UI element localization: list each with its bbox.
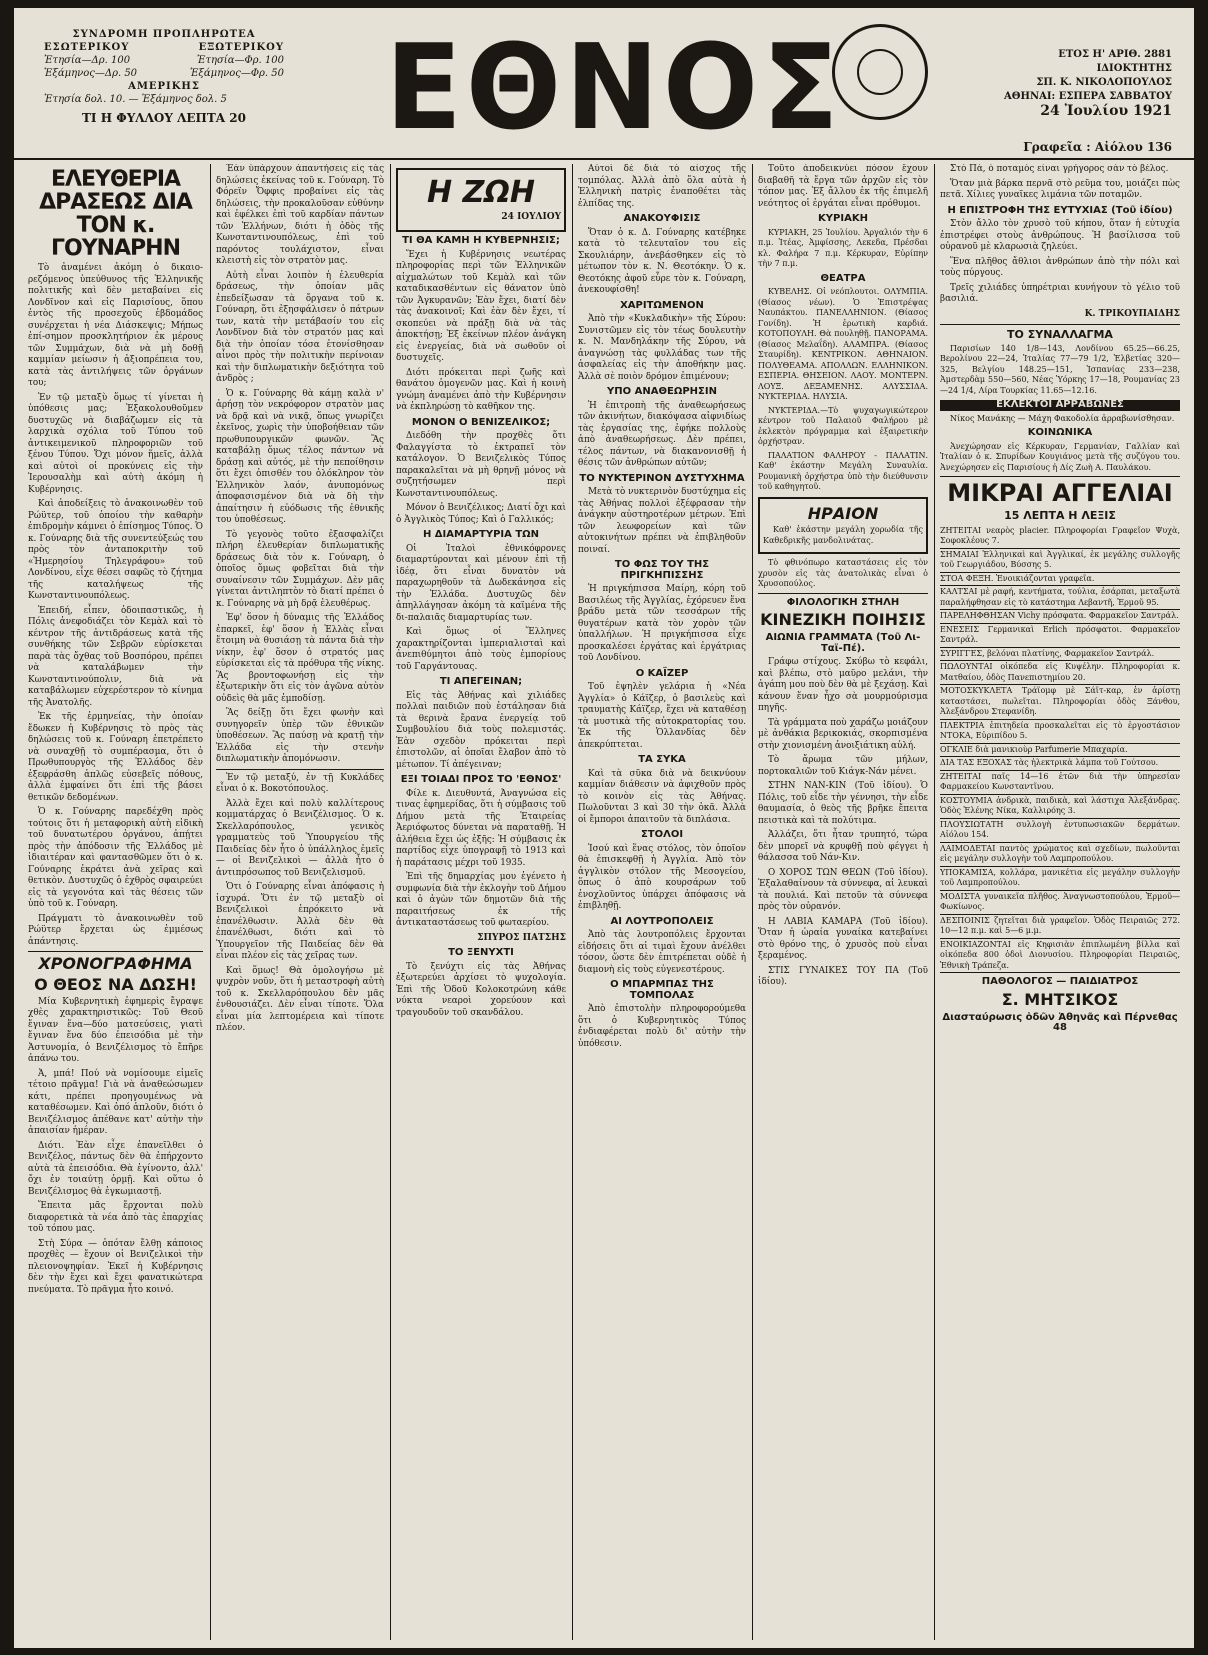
classifieds-list bbox=[940, 525, 1180, 974]
article-paragraph: Αὐτοὶ δὲ διὰ τὸ αἶσχος τῆς τομπόλας. Ἀλλὰ ἀπὸ ὅλα αὐτὰ ἡ Ἑλληνικὴ πατρὶς ἐναποθέτει τὰς ἐλπίδας της. bbox=[578, 164, 746, 209]
classified-ad: ΣΗΜΑΙΑΙ Ἑλληνικαὶ καὶ Ἀγγλικαί, ἐκ μεγάλης συλλογῆς τοῦ Γεωργιάδου, Βύσσης 5. bbox=[940, 549, 1180, 573]
column-3 bbox=[396, 164, 566, 1640]
article-paragraph: Ὁτι ὁ Γούναρης εἶναι ἀπόφασις ἡ ἰσχυρά. Ὅτι ἐν τῷ μεταξὺ οἱ Βενιζελικοὶ ἐπρόκειτο νὰ ἐπανέλθωσιν. Ἀλλὰ δὲν θὰ ἐπανέλθωσι, διότι καὶ τὸ Ὑπουργεῖον τῆς Παιδείας δὲν θὰ εἶναι πλέον εἰς τὰς χεῖρας των. bbox=[216, 882, 384, 961]
classified-ad: ΖΗΤΕΙΤΑΙ παῖς 14—16 ἐτῶν διὰ τὴν ὑπηρεσίαν Φαρμακείου Κωνσταντῖνου. bbox=[940, 771, 1180, 795]
section-heading: ΤΟ ΦΩΣ ΤΟΥ ΤΗΣ ΠΡΙΓΚΗΠΙΣΣΗΣ bbox=[614, 559, 710, 581]
interior-year: Ἐτησία—Δρ. 100 bbox=[44, 55, 131, 66]
nykterida-ad: ΝΥΚΤΕΡΙΔΑ.—Τὸ ψυχαγωγικώτερον κέντρον τοῦ Παλαιοῦ Φαλήρου μὲ ἐκλεκτὸν πρόγραμμα καὶ ἐξαιρετικὴν ὀρχήστραν. bbox=[758, 405, 928, 446]
classified-ad: ΠΛΕΚΤΡΙΑ ἐπιτηδεία προσκαλεῖται εἰς τὸ ἐργοστάσιον ΝΤΟΚΑ, Εὐριπίδου 5. bbox=[940, 720, 1180, 744]
article-paragraph: Ἐπὶ τῆς δημαρχίας μου ἐγένετο ἡ συμφωνία διὰ τὴν ἐκλογὴν τοῦ Δήμου καὶ ὁ ἀγὼν τῶν δημοτῶν διὰ τῆς παραιτήσεως ἐκ τῆς ἀντικαταστάσεως τοῦ φωταερίου. bbox=[396, 872, 566, 928]
article-paragraph: Τοῦ ἐψηλὲν γελάρια ἡ «Νέα Ἀγγλία» ὁ Κάϊζερ, ὁ βασιλεὺς καὶ τραυματὴς Κάϊζερ, ἔχει νὰ καταθέσῃ τὰ μυστικὰ τῆς αὐτοκρατορίας του. Ἐκ τῆς Ὁλλανδίας δὲν ἀπεκρύπτεται. bbox=[578, 682, 746, 750]
iraion-text: Καθ' ἑκάστην μεγάλη χορωδία τῆς Καθεδρικῆς μανδολινάτας. bbox=[763, 525, 923, 545]
chinese-poetry-title: ΚΙΝΕΖΙΚΗ ΠΟΙΗΣΙΣ bbox=[760, 610, 926, 630]
poem-paragraph: Τρεῖς χιλιάδες ὑπηρέτριαι κυνήγουν τὸ γέλιο τοῦ βασιλιά. bbox=[940, 282, 1180, 304]
article-paragraph: Καὶ ἀποδείξεις τὸ ἀνακοινωθὲν τοῦ Ρώϋτερ, τοῦ ὁποίου τὴν καθαρὴν ἐπιδρομὴν κάμνει ὁ ἐπίσημος Τύπος. Ὁ κ. Γούναρης διὰ τῆς συνεντεύξεώς του πρὸς τὸν ἀνταποκριτὴν τοῦ «Ἡμερησίου Τηλεγράφου» τοῦ Λονδίνου, εἶχε θέσει σαφῶς τὸ ζήτημα τῆς καταλήψεως τῆς Κωνσταντινουπόλεως. bbox=[28, 499, 203, 602]
poem-paragraph: Στὸν ἄλλο τὸν χρυσὸ τοῦ κήπου, ὅταν ἡ εὐτυχία ἐπιστρέφει στοὺς ἀνθρώπους. Ἡ βασίλισσα τοῦ οὐρανοῦ μὲ κλαρωσιὰ ζηλεύει. bbox=[940, 219, 1180, 252]
article-paragraph: Αὐτὴ εἶναι λοιπὸν ἡ ἐλευθερία δράσεως, τὴν ὁποίαν μᾶς ἐπεδείξωσαν τὰ ὄργανα τοῦ κ. Γούναρη, ὅτι ἐξησφάλισεν ὁ πάτρων των, κατὰ τὴν μετάβασίν του εἰς Λονδῖνον διὰ τὸν στρατόν μας καὶ διὰ τὴν ὁποίαν τόσα ἐτονίσθησαν αἶνοι πρὸς τὴν πολιτικὴν περίνοιαν καὶ τὴν διπλωματικὴν δεξιότητα τοῦ ἀνδρὸς ; bbox=[216, 270, 384, 384]
article-paragraph: Ἀλλὰ ἔχει καὶ πολὺ καλλίτερους κομματάρχας ὁ Βενιζέλισμος. Ὁ κ. Σκελλαρόπουλος, γενικὸς γραμματεὺς τοῦ Ὑπουργείου τῆς Παιδείας δὲν ἦτο ὁ ὑπάλληλος ἐμεῖς — οἱ Βενιζελικοὶ — ἀλλὰ ἦτο ὁ ἀντιπρόσωπος τοῦ Βενιζελισμοῦ. bbox=[216, 798, 384, 878]
main-headline: ΕΛΕΥΘΕΡΙΑ ΔΡΑΣΕΩΣ ΔΙΑ ΤΟΝ κ. ΓΟΥΝΑΡΗΝ bbox=[39, 167, 192, 262]
article-paragraph: Ἐν τῷ μεταξύ, ἐν τῇ Κυκλάδες εἶναι ὁ κ. Βοκοτόπουλος. bbox=[216, 772, 384, 794]
section-heading: ΜΟΝΟΝ Ο ΒΕΝΙΖΕΛΙΚΟΣ; bbox=[411, 416, 551, 428]
article-paragraph: Ἐν τῷ μεταξὺ ὅμως τί γίνεται ἡ ὑπόθεσις μας; Ἐξακολουθοῦμεν δυστυχῶς νὰ διαβάζωμεν εἰς τὰ λαρχικὰ σχόλια τοῦ Τύπου τοῦ ἀντικειμενικοῦ πληροφοριῶν τοῦ ξένου Τύπου. Ὄχι μόνον ἥμεῖς, ἀλλὰ καὶ αὐτοὶ οἱ προκύνεις εἰς τὴν Ἱερουσαλὴμ καὶ αὐτὴ ἀκόμη ἡ Κυβέρνησις. bbox=[28, 392, 203, 495]
theatres-heading: ΘΕΑΤΡΑ bbox=[820, 272, 866, 284]
section-heading: ΤΑ ΣΥΚΑ bbox=[638, 754, 686, 765]
article-paragraph: Ἀπὸ τὰς λουτροπόλεις ἔρχονται εἰδήσεις ὅτι αἱ τιμαὶ ἔχουν ἀνέλθει τόσον, ὥστε δὲν ἐπιτρέπεται οὐδὲ ἡ διαμονὴ εἰς τοὺς εὐγενεστέρους. bbox=[578, 930, 746, 975]
article-paragraph: Στὴ Σύρα — ὁπόταν ἔλθῃ κάποιος προχθὲς — ἔχουν οἱ Βενιζελικοὶ τὴν πλειονοψηφίαν. Ἐκεῖ ἡ Κυβέρνησις δὲν τὴν ἔχει καὶ ἔχει φανατικώτερα πνεύματα. Τὸ πρᾶγμα ἦτο κοινό. bbox=[28, 1238, 203, 1295]
poem-paragraph: ΣΤΗΝ ΝΑΝ-ΚΙΝ (Τοῦ ἰδίου). Ὁ Πόλις, τοῦ εἶδε τὴν γέννησι, τὴν εἶδε θαυμασία, ὁ θεὸς τῆς βρῆκε ἔπειτα πειστικὰ καὶ τὰ πολύτιμα. bbox=[758, 781, 928, 826]
classified-ad: ΚΑΛΤΣΑΙ μὲ ραφή, κεντήματα, τούλια, ἐσάρπαι, μεταξωτὰ παραλήφθησαν εἰς τὸ κατάστημα Λεβαντῆ, Ἑρμοῦ 95. bbox=[940, 586, 1180, 610]
article-paragraph: Ἂς δείξῃ ὅτι ἔχει φωνὴν καὶ συνηγορεῖν ὑπὲρ τῶν ἐθνικῶν ὑποθέσεων. Ἂς παύσῃ νὰ κρατῇ τὴν Ἑλλάδα εἰς τὴν στενὴν διπλωματικὴν ἀπομόνωσιν. bbox=[216, 708, 384, 764]
section-heading: ΑΝΑΚΟΥΦΙΣΙΣ bbox=[623, 213, 701, 224]
article-paragraph: Καὶ ὅμως οἱ Ἕλληνες χαρακτηρίζονται ἰμπεριαλισταὶ καὶ ἀνεπιθύμητοι ἀπὸ τοὺς ἐμπορίους τοῦ Γαργάντουας. bbox=[396, 627, 566, 672]
article-paragraph: Εἰς τὰς Ἀθήνας καὶ χιλιάδες πολλαὶ παιδιῶν ποὺ ἐστάλησαν διὰ τὰ θερινὰ ἔρανα ἐνεργείᾳ τοῦ Συμβουλίου διὰ τοὺς πολεμιστάς. Ἐὰν σχεδὸν πρόκειται περὶ ἐπιστολῶν, αἱ ὁποῖαι ἔλαβον ἀπὸ τὸ μέτωπον. Τί ἀπέγειναν; bbox=[396, 690, 566, 770]
article-paragraph: Διότι. Ἐὰν εἶχε ἐπανεῖλθει ὁ Βενιζέλος, πάντως δὲν θὰ ἐπήρχοντο αὐτὰ τὰ ἐπεισόδια. Θὰ ἐγίνοντο, ἀλλ' ὄχι ἐν τοιαύτῃ ὁρμῇ. Καὶ οὕτω ὁ Βενιζέλισμος θὰ ἐγκωμιαστῇ. bbox=[28, 1140, 203, 1197]
exterior-year: Ἐτησία—Φρ. 100 bbox=[196, 55, 284, 66]
article-paragraph: Ἀπὸ ἐπιστολὴν πληροφορούμεθα ὅτι ὁ Κυβερνητικὸς Τύπος ἐνδιαφέρεται πολὺ δι' αὐτὴν τὴν ὑπόθεσιν. bbox=[578, 1004, 746, 1049]
year-issue: ΕΤΟΣ Η' ΑΡΙΘ. 2881 bbox=[1058, 49, 1172, 60]
section-heading: ΤΙ ΘΑ ΚΑΜΗ Η ΚΥΒΕΡΝΗΣΙΣ; bbox=[402, 235, 560, 246]
classified-ad: ΔΙΑ ΤΑΣ ΕΞΟΧΑΣ τὰς ἡλεκτρικὰ λάμπα τοῦ Γούτσου. bbox=[940, 757, 1180, 771]
iraion-box bbox=[758, 497, 928, 555]
section-heading: Ο ΚΑΪΖΕΡ bbox=[635, 667, 689, 679]
classified-ad: ΚΟΣΤΟΥΜΙΑ ἀνδρικὰ, παιδικὰ, καὶ λάστιχα Ἀλεξάνδρας. Ὁδὸς Ἑλένης Νίκα, Καλλιρόης 3. bbox=[940, 795, 1180, 819]
social-heading: ΚΟΙΝΩΝΙΚΑ bbox=[1027, 427, 1093, 439]
doctor-name: Σ. ΜΗΤΣΙΚΟΣ bbox=[1001, 989, 1119, 1009]
zoi-box bbox=[396, 168, 566, 232]
subscription-box bbox=[44, 28, 284, 125]
social-text: Ἀνεχώρησαν εἰς Κέρκυραν, Γερμανίαν, Γαλλίαν καὶ Ἰταλίαν ὁ κ. Σπυρίδων Κουγιάνος μετὰ τῆς συζύγου του. Ἀνεχώρησεν εἰς Παρισίους ἡ Δίς Ζωὴ Α. Παυλάκου. bbox=[940, 441, 1180, 472]
article-paragraph: Ἔπειτα μᾶς ἔρχονται πολὺ διαφορετικὰ τὰ νέα ἀπὸ τὰς ἐπαρχίας τοῦ τόπου μας. bbox=[28, 1201, 203, 1235]
palati-ad: ΠΑΛΑΤΙΟΝ ΦΑΛΗΡΟΥ - ΠΑΛΑΤΙΝ. Καθ' ἑκάστην Μεγάλη Συναυλία. Ρουμανικὴ ὀρχήστρα ὑπὸ τὴν διεύθυνσιν τοῦ καθηγητοῦ. bbox=[758, 450, 928, 491]
article-paragraph: Ἐφ' ὅσον ἡ δύναμις τῆς Ἑλλάδος ἐπαρκεῖ, ἐφ' ὅσον ἡ Ἑλλὰς εἶναι ἕτοιμη νὰ θυσιάσῃ τὰ πάντα διὰ τὴν νίκην, ἐφ' ὅσον ὁ στρατός μας εὑρίσκεται εἰς τὰ πρόθυρα τῆς νίκης. Ἂς βροντοφωνήσῃ εἰς τὴν ἐξωτερικὴν ὅτι εἰς τὸν ἀγῶνα αὐτὸν οὐδεὶς θὰ μᾶς ἐμποδίσῃ. bbox=[216, 613, 384, 704]
doctor-specialty: ΠΑΘΟΛΟΓΟΣ — ΠΑΙΔΙΑΤΡΟΣ bbox=[981, 976, 1139, 988]
classified-ad: ΠΛΟΥΣΙΩΤΑΤΗ συλλογὴ ἐντυπωσιακῶν δερμάτων. Αἰόλου 154. bbox=[940, 819, 1180, 843]
masthead bbox=[14, 8, 1194, 160]
article-paragraph: Τοῦτο ἀποδεικνύει πόσον ἔχουν διαβαθῆ τὰ ἔργα τῶν ἀρχῶν εἰς τὸν τόπον μας. Ἐξ ἄλλου ἐκ τῆς ἐπιμελῆ νεότητος οἱ ἐργάται εἶναι πρόθυμοι. bbox=[758, 164, 928, 209]
classified-ad: ΥΠΟΚΑΜΙΣΑ, κολλάρα, μανικέτια εἰς μεγάλην συλλογὴν τοῦ Λαμπροπούλου. bbox=[940, 867, 1180, 891]
article-paragraph: Ἡ πριγκήπισσα Μαίρη, κόρη τοῦ Βασιλέως τῆς Ἀγγλίας, ἐχόρευεν ἕνα βράδυ μετὰ τῶν τεσσάρων τῆς θυγατέρων κατὰ τὸν χορὸν τῶν ὑπαλλήλων. Ἡ πριγκήπισσα εἶχε προσκαλέσει ἐργάτας καὶ ἐργάτριας τοῦ Λονδίνου. bbox=[578, 584, 746, 663]
column-1 bbox=[28, 164, 203, 1640]
section-heading: ΤΙ ΑΠΕΓΕΙΝΑΝ; bbox=[439, 676, 523, 687]
interior-half: Ἑξάμηνος—Δρ. 50 bbox=[44, 68, 138, 79]
america-label: ΑΜΕΡΙΚΗΣ bbox=[128, 81, 200, 92]
america-line: Ἐτησία δολ. 10. — Ἑξάμηνος δολ. 5 bbox=[44, 94, 227, 105]
classified-ad: ΕΝΟΙΚΙΑΖΟΝΤΑΙ εἰς Κηφισιὰν ἐπιπλωμένη βίλλα καὶ οἰκόπεδα 800 ὁδοὶ Διονυσίου. Πληροφορίαι Πειραιῶς, Ἐθνικὴ Τράπεζα. bbox=[940, 939, 1180, 974]
classified-ad: ΜΟΔΙΣΤΑ γυναικεῖα πλῆθος. Ἀναγνωστοπούλου, Ἑρμοῦ—Φωκίωνος. bbox=[940, 891, 1180, 915]
article-paragraph: Ἔχει ἡ Κυβέρνησις νεωτέρας πληροφορίας περὶ τῶν Ἑλληνικῶν αἰχμαλώτων τοῦ Κεμὰλ καὶ τῶν καταδικασθέντων εἰς θάνατον ὑπὸ τῶν Ἀγκυρανῶν; Ἐὰν ἔχει, διατί δὲν τὰς ἀνακοινοῖ; Καὶ ἐὰν δὲν ἔχει, τί σκοπεύει νὰ πράξῃ διὰ νὰ τὰς ἀποκτήσῃ; Ἐξ ἐκείνων πλέον ἀνάγκη εἰς ἐνεργείας, διὰ νὰ σωθοῦν οἱ δυστυχεῖς. bbox=[396, 249, 566, 363]
poem-paragraph: ΣΤΙΣ ΓΥΝΑΙΚΕΣ ΤΟΥ ΠΑ (Τοῦ ἰδίου). bbox=[758, 965, 928, 988]
zoi-date: 24 ΙΟΥΛΙΟΥ bbox=[501, 211, 561, 222]
literary-column-heading: ΦΙΛΟΛΟΓΙΚΗ ΣΤΗΛΗ bbox=[786, 596, 900, 608]
article-paragraph: Μία Κυβερνητικὴ ἐφημερὶς ἔγραψε χθὲς χαρακτηριστικῶς: Τοῦ Θεοῦ ἔγιναν ἕνα—δύο ματσεύσεις, γιατὶ ἔγιναν ἕνα δύο ἐπεισόδια μὲ τὴν Ἀστυνομία, ὁ Βενιζέλισμος τὸ ἔπῆρε ἀπάνω του. bbox=[28, 996, 203, 1065]
program-text: ΚΥΡΙΑΚΗ, 25 Ἰουλίου. Ἀργαλιόν τὴν 6 π.μ. Ἰτέας, Ἀμφίσσης, Λεκεδα, Πρέσδαι κλ. Φαλήρα 7 π.μ. Κέρκυραν, Εὐρίπην τὴν 7 π.μ. bbox=[758, 227, 928, 268]
classifieds-rate: 15 ΛΕΠΤΑ Η ΛΕΞΙΣ bbox=[1004, 509, 1116, 523]
article-paragraph: Ὁ κ. Γούναρης παρεδέχθη πρὸς τούτοις ὅτι ἡ μεταφορικὴ αὐτὴ εἰδικὴ τοῦ δυνατωτέρου ὀργάνου, ἀπῄτει πρὸς τὴν ἀπόδοσιν τῆς Ἑλλάδος μὲ ἰδιαιτέραν καὶ φαντασθῶμεν ὅτι ὁ κ. Γούναρης ἐκράτει ἀνὰ χεῖρας καὶ θετικὸν. Δυστυχῶς ὁ ἐχθρὸς σφαιρεύει εἰς τὰ γεγονότα καὶ τὰς θέσεις τῶν ὑπὸ τοῦ κ. Γούναρη. bbox=[28, 807, 203, 910]
poem-paragraph: Στὸ Πὰ, ὁ ποταμὸς εἶναι γρήγορος σὰν τὸ βέλος. bbox=[950, 164, 1169, 174]
section-heading: ΑΙ ΛΟΥΤΡΟΠΟΛΕΙΣ bbox=[610, 915, 714, 927]
article-paragraph: Καὶ τὰ σῦκα διὰ νὰ δεικνύουν καμμίαν διάθεσιν νὰ ἀφιχθοῦν πρὸς τὸ κοινὸν εἰς τὰς Ἀθήνας. Πωλοῦνται 3 καὶ 30 τὴν ὀκᾶ. Ἀλλὰ οἱ ἔμποροι ἀπαιτοῦν τὰ διπλάσια. bbox=[578, 768, 746, 825]
article-paragraph: Τὸ ξενύχτι εἰς τὰς Ἀθήνας ἐξωτερεύει ἀρχίσει τὸ ψυχολογία. Ἐπὶ τῆς Ὁδοῦ Κολοκοτρώνη κάθε νύκτα νεαροὶ χορεύουν καὶ τραγουδοῦν τοῦ σκανδάλου. bbox=[396, 961, 566, 1018]
poem-paragraph: Ἕνα πλῆθος ἄθλιοι ἀνθρώπων ἀπὸ τὴν πόλι καὶ τοὺς πύργους. bbox=[940, 256, 1180, 278]
offices-address: Γραφεῖα : Αἰόλου 136 bbox=[1023, 140, 1172, 154]
publication-info bbox=[922, 48, 1172, 118]
article-paragraph: Ἐπειδή, εἶπεν, ὁδοιπαστικῶς, ἡ Πόλις ἀνεφοδιάζει τὸν Κεμὰλ καὶ τὸ κέντρον τῆς ἀντιδράσεως κατὰ τῆς συνθήκης τῶν Σεβρῶν εὑρίσκεται παρὰ τὰς ὄχθας τοῦ Βοσπόρου, πρέπει νὰ καταλάβωμεν τὴν Κωνσταντινούπολιν, διὰ νὰ καταβάλωμεν εὐχερέστερον τὸ κίνημα τῆς Ἀνατολῆς. bbox=[28, 605, 203, 708]
owner-label: ΙΔΙΟΚΤΗΤΗΣ bbox=[1096, 63, 1172, 74]
article-paragraph: Μετὰ τὸ νυκτερινὸν δυστύχημα εἰς τὰς Ἀθήνας πολλοὶ ἐξέφρασαν τὴν ἀνάγκην αὐστηροτέρων μέτρων. Ἐπὶ τῶν λεωφορείων καὶ τῶν αὐτοκινήτων πρέπει νὰ ἐπιβληθοῦν ποιναί. bbox=[578, 487, 746, 555]
column-2 bbox=[216, 164, 384, 1640]
translator-signature: Κ. ΤΡΙΚΟΥΠΑΙΔΗΣ bbox=[1084, 308, 1180, 319]
poem-paragraph: Ο ΧΟΡΟΣ ΤΩΝ ΘΕΩΝ (Τοῦ ἰδίου). Ἐξαλαθαίνουν τὰ σύννεφα, αἱ λευκαὶ τὰ πουλιά. Καὶ πετοῦν τὰ σύννεφα πρὸς τὸν οὐρανόν. bbox=[758, 867, 928, 913]
poem-paragraph: Ὅταν μιὰ βάρκα περνᾶ στὸ ρεῦμα του, μοιάζει πὼς πετᾶ. Χίλιες γυναῖκες λιμάνια τῶν ποταμῶν. bbox=[940, 178, 1180, 200]
section-heading: ΤΟ ΞΕΝΥΧΤΙ bbox=[448, 947, 514, 958]
exchange-heading: ΤΟ ΣΥΝΑΛΛΑΓΜΑ bbox=[1007, 328, 1113, 341]
poem-paragraph: Τὸ ἄρωμα τῶν μήλων, πορτοκαλιῶν τοῦ Κιάγκ-Νάν μένει. bbox=[758, 755, 928, 777]
article-paragraph: Ἐκ τῆς ἑρμηνείας, τὴν ὁποίαν ἔδωκεν ἡ Κυβέρνησις τὸ πρὸς τὰς δηλώσεις τοῦ κ. Γούναρη ἐπετρέπετο νὰ συναχθῇ τὸ συμπέρασμα, ὅτι ὁ Πρωθυπουργὸς τῆς Ἑλλάδος δὲν ἐξεφράσθη ἁπλῶς εὐσεβεῖς πόθους, ἀλλὰ ἐμφαίνει ὅτι ἐπὶ τῆς βάσει θετικῶν δεδομένων. bbox=[28, 712, 203, 803]
poem-paragraph: Γράφω στίχους. Σκύβω τὸ κεφάλι, καὶ βλέπω, στὸ μαῦρο μελάνι, τὴν ἀγάπη μου ποὺ δὲν θὰ μὲ ξεχάσῃ. Καὶ κάνουν ἕναν ἦχο σὰ μουρμούρισμα πηγῆς. bbox=[758, 657, 928, 714]
article-paragraph: Ἰσού καὶ ἕνας στόλος, τὸν ὁποῖον θὰ ἐπισκεφθῇ ἡ Ἀγγλία. Ἀπὸ τὸν ἀγγλικὸν στόλον τῆς Μεσογείου, ὅπως ὁ ἀπὸ κουρσάρων τοῦ ἐνοχλοῦντος ὑπάρχει ἀπόφασις νὰ ἐπιβληθῇ. bbox=[578, 843, 746, 911]
classified-ad: ΟΓΚΛΙΕ διὰ μανικιοὺρ Parfumerie Μπαχαρία. bbox=[940, 744, 1180, 758]
city-day: ΑΘΗΝΑΙ: ΕΣΠΕΡΑ ΣΑΒΒΑΤΟΥ bbox=[1004, 91, 1172, 102]
section-heading: ΕΞΙ ΤΟΙΑΔΙ ΠΡΟΣ ΤΟ 'ΕΘΝΟΣ' bbox=[400, 774, 562, 785]
section-heading: ΤΟ ΝΥΚΤΕΡΙΝΟΝ ΔΥΣΤΥΧΗΜΑ bbox=[579, 472, 745, 484]
section-chronography: ΧΡΟΝΟΓΡΑΦΗΜΑ bbox=[38, 954, 193, 974]
classified-ad: ΖΗΤΕΙΤΑΙ νεαρὸς placier. Πληροφορίαι Γραφεῖον Ψυχὰ, Σοφοκλέους 7. bbox=[940, 525, 1180, 549]
owner-name: ΣΠ. Κ. ΝΙΚΟΛΟΠΟΥΛΟΣ bbox=[1036, 77, 1172, 88]
iraion-title: ΗΡΑΙΟΝ bbox=[807, 503, 879, 523]
classified-ad: ΜΟΤΟΣΚΥΚΛΕΤΑ Τράϊομφ μὲ Σάϊτ-καρ, ἐν ἀρίστῃ καταστάσει, πωλεῖται. Πληροφορίαι ὁδὸς Ξάνθου, Ἀλεξάνδρου Στεφανίδη. bbox=[940, 685, 1180, 720]
poem-paragraph: Η ΛΑΒΙΑ ΚΑΜΑΡΑ (Τοῦ ἰδίου). Ὅταν ἡ ὡραία γυναίκα κατεβαίνει στὸ θρόνο της, ὁ χρυσὸς ποὺ εἶναι ξεραμένος. bbox=[758, 916, 928, 962]
classified-ad: ΔΕΣΠΟΙΝΙΣ ζητεῖται διὰ γραφεῖον. Ὁδὸς Πειραιῶς 272. 10—12 π.μ. καὶ 5—6 μ.μ. bbox=[940, 915, 1180, 939]
zoi-title: Η ΖΩΗ bbox=[427, 175, 535, 210]
article-paragraph: Διότι πρόκειται περὶ ζωῆς καὶ θανάτου ὁμογενῶν μας. Καὶ ἡ κοινὴ γνώμη ἀναμένει ἀπὸ τὴν Κυβέρνησιν νὰ ἐκπληρώσῃ τὸ καθῆκον της. bbox=[396, 367, 566, 412]
classified-ad: ΠΩΛΟΥΝΤΑΙ οἰκόπεδα εἰς Κυψέλην. Πληροφορίαι κ. Ματθαίου, ὁδὸς Πανεπιστημίου 20. bbox=[940, 661, 1180, 685]
interior-label: ΕΣΩΤΕΡΙΚΟΥ bbox=[44, 42, 130, 53]
exterior-half: Ἑξάμηνος—Φρ. 50 bbox=[189, 68, 284, 79]
doctor-address: Διασταύρωσις ὁδῶν Ἀθηνᾶς καὶ Πέρνεθας 48 bbox=[942, 1011, 1178, 1034]
seal-figure-icon bbox=[857, 49, 903, 95]
section-heading: Ο ΜΠΑΡΜΠΑΣ ΤΗΣ ΤΟΜΠΟΛΑΣ bbox=[610, 979, 714, 1001]
exchange-rates: Παρισίων 140 1/8—143, Λονδίνου 65.25—66.25, Βερολίνου 22—24, Ἰταλίας 77—79 1/2, Ἑλβετίας 320—325, Βελγίου 148.25—151, Ἰσπανίας 233—238, Ἀμστερδὰμ 550—560, Νέας Ὑόρκης 17—18, Ρουμανίας 23—24 1/4, Λίρα Τουρκίας 11.65—12.16. bbox=[940, 343, 1180, 395]
newspaper-title: ΕΘΝΟΣ bbox=[385, 19, 843, 157]
letter-signature: ΣΠΥΡΟΣ ΠΑΤΣΗΣ bbox=[477, 932, 566, 943]
subscription-title: ΣΥΝΔΡΟΜΗ ΠΡΟΠΛΗΡΩΤΕΑ bbox=[72, 29, 256, 40]
poem-subtitle: Η ΕΠΙΣΤΡΟΦΗ ΤΗΣ ΕΥΤΥΧΙΑΣ (Τοῦ ἰδίου) bbox=[947, 204, 1173, 216]
chronography-title: Ο ΘΕΟΣ ΝΑ ΔΩΣΗ! bbox=[34, 975, 197, 995]
poem-paragraph: Ἀλλάζει, ὅτι ἦταν τρυπητό, τώρα δὲν μπορεῖ νὰ κρυφθῇ ποὺ φέγγει ἡ θάλασσα τοῦ Νάν-Κιν. bbox=[758, 830, 928, 864]
section-heading: ΥΠΟ ΑΝΑΘΕΩΡΗΣΙΝ bbox=[607, 386, 717, 397]
column-6 bbox=[940, 164, 1180, 1640]
engagements-heading: ΕΚΛΕΚΤΟΙ ΑΡΡΑΒΩΝΕΣ bbox=[940, 400, 1180, 411]
issue-price: ΤΙ Η ΦΥΛΛΟΥ ΛΕΠΤΑ 20 bbox=[82, 111, 246, 125]
section-heading: Η ΔΙΑΜΑΡΤΥΡΙΑ ΤΩΝ bbox=[422, 529, 540, 540]
article-paragraph: Πράγματι τὸ ἀνακοινωθὲν τοῦ Ρώϋτερ ἔρχεται ὡς ἐμμέσως ἀπάντησις. bbox=[28, 913, 203, 947]
article-paragraph: Μόνον ὁ Βενιζέλικος; Διατί ὄχι καὶ ὁ Ἀγγλικὸς Τύπος; Καὶ ὁ Γαλλικός; bbox=[396, 503, 566, 525]
article-paragraph: Ἡ ἐπιτροπὴ τῆς ἀναθεωρήσεως τῶν ἀκινήτων, διακόψασα αἰφνιδίως τὰς ἐργασίας της, ἐφήκε πολλοὺς ἀπὸ ἀναθεωρήσεως. Δὲν πρέπει, τέλος πάντων, νὰ διακανονισθῇ ἡ θέσις τῶν ἀνθρώπων αὐτῶν; bbox=[578, 400, 746, 468]
article-paragraph: Ἐὰν ὑπάρχουν ἀπαντήσεις εἰς τὰς δηλώσεις ἐκείνας τοῦ κ. Γούναρη. Τὸ Φόρεϊν Ὄφφις προβαίνει εἰς τὰς δηλώσεις, τὴν προκαλοῦσαν εὐθύνην καὶ ἐφέλκει ἐπὶ τοῦ καρδίαν πάντων τῶν Ἑλλήνων, διότι ἡ ὁδὸς τῆς Κωνσταντινουπόλεως, ἐπὶ τοῦ παρόντος τουλάχιστον, εἶναι κλειστὴ εἰς τὸν στρατὸν μας. bbox=[216, 164, 384, 266]
article-paragraph: Διεδόθη τὴν προχθὲς ὅτι Φαλαγγίστα τὸ ἐκτραπεῖ τὸν κατάλογον. Ὁ Βενιζελικὸς Τύπος παρακαλεῖται νὰ μὴ θρηνῇ μόνος νὰ συζητήσωμεν περὶ Κωνσταντινουπόλεως. bbox=[396, 431, 566, 499]
article-paragraph: Τὸ ἀναμένει ἀκόμη ὁ δικαιο-ρεζόμενος ὑπεύθυνος τῆς Ἑλληνικῆς πολιτικῆς καὶ δὲν μεταβαίνει εἰς Λονδῖνον καὶ εἰς Παρισίους, ὅπου ἐντὸς τῆς προσεχοῦς ἑβδομάδος συνέρχεται ἡ νέα Διάσκεψις; Μήπως ἐπί-σημον προσκλητήριον ἐκ μέρους τῶν Συμμάχων, διὰ νὰ μὴ δοθῇ καμμίαν μείωσιν ἡ ἀξιοπρέπεια του, κατὰ τὰς ἀντιλήψεις τῶν ὀργάνων του; bbox=[28, 263, 203, 389]
column-4 bbox=[578, 164, 746, 1640]
section-heading: ΧΑΡΙΤΩΜΕΝΟΝ bbox=[620, 299, 704, 311]
article-paragraph: Τὸ γεγονὸς τοῦτο ἐξασφαλίζει πλήρη ἐλευθερίαν διπλωματικῆς δράσεως διὰ τὸν κ. Γούναρη, ὁ ὁποῖος ὅμως φοβεῖται διὰ τὴν συναίνεσιν τῶν Συμμάχων. Δὲν μᾶς γίνεται ἀντιληπτὸν τὸ διατί πρέπει ὁ κ. Γούναρης νὰ μὴ δρᾷ ἐλευθέρως. bbox=[216, 529, 384, 609]
article-paragraph: Ὅταν ὁ κ. Δ. Γούναρης κατέβηκε κατὰ τὸ τελευταῖον του εἰς Σκουλιάρην, ἀνεβάσθηκεν εἰς τὸ μέτωπον τὸν κ. Ν. Θεοτόκην. Ὁ κ. Θεοτόκης ἀφοῦ εὗρε τὸν κ. Γούναρη, ἀνεκουφίσθη! bbox=[578, 227, 746, 295]
article-paragraph: Ὁ κ. Γούναρης θὰ κάμῃ καλὰ ν' ἀρήσῃ τὸν νεκρόφορον στρατὸν μας νὰ δρᾷ καὶ νὰ νικᾷ, ὅπως γνωρίζει ἐκεῖνος, χωρὶς τὴν ὑποβοήθειαν τῶν πρωθυπουργικῶν φωνῶν. Ἂς καταβάλῃ ὅμως τέλος πάντων νὰ δράσῃ καὶ αὐτός, μὲ τὴν πεποίθησιν ὅτι ἔχει ὀπισθέν του ὁλόκληρον τὸν Ἑλληνικὸν λαόν, ἀνυπομόνως ἀποφασισμένον διὰ νὰ δὴ τὴν ἀπαίτησιν ἡ εὐόδωσις τῆς ἐθνικῆς του ὑποθέσεως. bbox=[216, 388, 384, 525]
exterior-label: ΕΞΩΤΕΡΙΚΟΥ bbox=[198, 42, 284, 53]
newspaper-page bbox=[14, 8, 1194, 1648]
poem-paragraph: Τὰ γράμματα ποὺ χαράζω μοιάζουν μὲ ἀνθάκια βερικοκιάς, σκορπισμένα στὴν χιονισμένη ἀνοιξιάτικη αὐλή. bbox=[758, 717, 928, 751]
article-paragraph: Ἀπὸ τὴν «Κυκλαδικὴν» τῆς Σύρου: Συνιστῶμεν εἰς τὸν τέως δουλευτὴν κ. Ν. Μανδηλάκην τῆς Σύρου, νὰ ἀναγνώσῃ τὰς φυλλάδας των τῆς ἀσφαλείας εἰς τὴν ἀποθήκην μας. Ἀλλὰ σὲ ποιὸν δρόμον ἐπιμένουν; bbox=[578, 314, 746, 382]
column-5 bbox=[758, 164, 928, 1640]
classified-ad: ΕΝΕΣΕΙΣ Γερμανικαὶ Erlich πρόσφατοι. Φαρμακεῖον Σαντράλ. bbox=[940, 624, 1180, 648]
iraion-note: Τὸ φθινόπωρο καταστάσεις εἰς τὸν χρυσὸν εἰς τὰς ἀνατολικὰς εἶναι ὁ Χρυσοπούλος. bbox=[758, 558, 928, 589]
section-heading: ΣΤΟΛΟΙ bbox=[640, 829, 684, 840]
section-heading: ΚΥΡΙΑΚΗ bbox=[818, 213, 868, 224]
article-paragraph: Ἀ, μπά! Πού νὰ νομίσουμε εἰμεῖς τέτοιο πρᾶγμα! Γιὰ νὰ ἀναθεώσωμεν κάτι, πρέπει προηγουμένως νὰ καταθέσωμεν. Καὶ ὁπό ἁπλοῦν, διότι ὁ Βενιζέλισμος ἀπέθανε κατ' αὐτὴν τὴν ἀπαισίαν ἡμέραν. bbox=[28, 1068, 203, 1137]
classified-ad: ΣΤΟΑ ΦΕΞΗ. Ἐνοικιάζονται γραφεῖα. bbox=[940, 573, 1180, 587]
article-paragraph: Καὶ ὅμως! Θὰ ὁμολογήσω μὲ ψυχρὸν νοῦν, ὅτι ἡ μεταστροφὴ αὐτὴ τοῦ κ. Σκελλαρόπουλου δὲν μᾶς ἐνθουσιάζει. Δὲν εἶναι τίποτε. Ὅλα εἶναι μία λεπτομέρεια καὶ τίποτε πλέον. bbox=[216, 965, 384, 1033]
issue-date: 24 Ἰουλίου 1921 bbox=[1040, 103, 1172, 119]
theatres-list: ΚΥΒΕΛΗΣ. Οἱ νεόπλουτοι. ΟΛΥΜΠΙΑ. (Θίασος νέων). Ὁ Ἐπιστρέψας Ναυπάκτου. ΠΑΝΕΛΛΗΝΙΟΝ. (Θίασος Γονίδη). Ἡ ἐρωτικὴ καρδιά. ΚΟΤΟΠΟΥΛΗ. Θὰ πουληθῇ. ΠΑΝΟΡΑΜΑ. (Θίασος Μελαΐδη). ΑΛΑΜΠΡΑ. (Θίασος Σταυρίδη). ΚΕΝΤΡΙΚΟΝ. ΑΘΗΝΑΙΟΝ. ΠΟΛΥΘΕΑΜΑ. ΑΠΟΛΛΩΝ. ΕΛΛΗΝΙΚΟΝ. ΕΣΠΕΡΙΑ. ΘΗΣΕΙΟΝ. ΛΑΟΥ. ΜΟΝΤΕΡΝ. ΛΟΥΞ. ΔΕΞΑΜΕΝΗΣ. ΑΛΥΣΣΙΔΑ. ΝΥΚΤΕΡΙΔΑ. ΗΛΥΣΙΑ. bbox=[758, 287, 928, 401]
engagements-text: Νίκος Μανάκης — Μάχη Φακοδολία ἀρραβωνίσθησαν. bbox=[950, 413, 1175, 423]
seal-logo bbox=[832, 24, 928, 120]
article-paragraph: Οἱ Ἰταλοὶ ἐθνικόφρονες διαμαρτύρονται καὶ μένουν ἐπὶ τῇ ἰδέᾳ, ὅτι εἶναι δυνατὸν νὰ παραχωρηθοῦν τὰ Δωδεκάνησα εἰς τὴν Ἑλλάδα. Δυστυχῶς δὲν ἀπηλλάγησαν ἀκόμη τὰ καϊμένα τῆς δι-παλαιᾶς διαμαρτυρίας των. bbox=[396, 543, 566, 623]
classified-ad: ΠΑΡΕΛΗΦΘΗΣΑΝ Vichy πρόσφατα. Φαρμακεῖον Σαντράλ. bbox=[940, 610, 1180, 624]
classifieds-title: ΜΙΚΡΑΙ ΑΓΓΕΛΙΑΙ bbox=[947, 479, 1173, 508]
poem-subtitle: ΑΙΩΝΙΑ ΓΡΑΜΜΑΤΑ (Τοῦ Λι-Ταϊ-Πέ). bbox=[765, 632, 921, 654]
classified-ad: ΛΑΙΜΟΔΕΤΑΙ παντὸς χρώματος καὶ σχεδίων, πωλοῦνται εἰς μεγάλην συλλογὴν τοῦ Λαμπροπούλου. bbox=[940, 843, 1180, 867]
classified-ad: ΣΥΡΙΓΓΕΣ, βελόναι πλατίνης, Φαρμακεῖον Σαντράλ. bbox=[940, 648, 1180, 662]
article-paragraph: Φίλε κ. Διευθυντά, Ἀναγνώσα εἰς τινας ἐφημερίδας, ὅτι ἡ σύμβασις τοῦ Δήμου μετὰ τῆς Ἑταιρείας Ἀεριόφωτος δύνεται νὰ παραταθῇ. Ἡ ἀλήθεια ἔχει ὡς ἑξῆς: Ἡ σύμβασις ἐκ παρτίδος εἶχε ὑπογραφῇ τὸ 1913 καὶ ἡ παράτασις μέχρι τοῦ 1935. bbox=[396, 788, 566, 868]
